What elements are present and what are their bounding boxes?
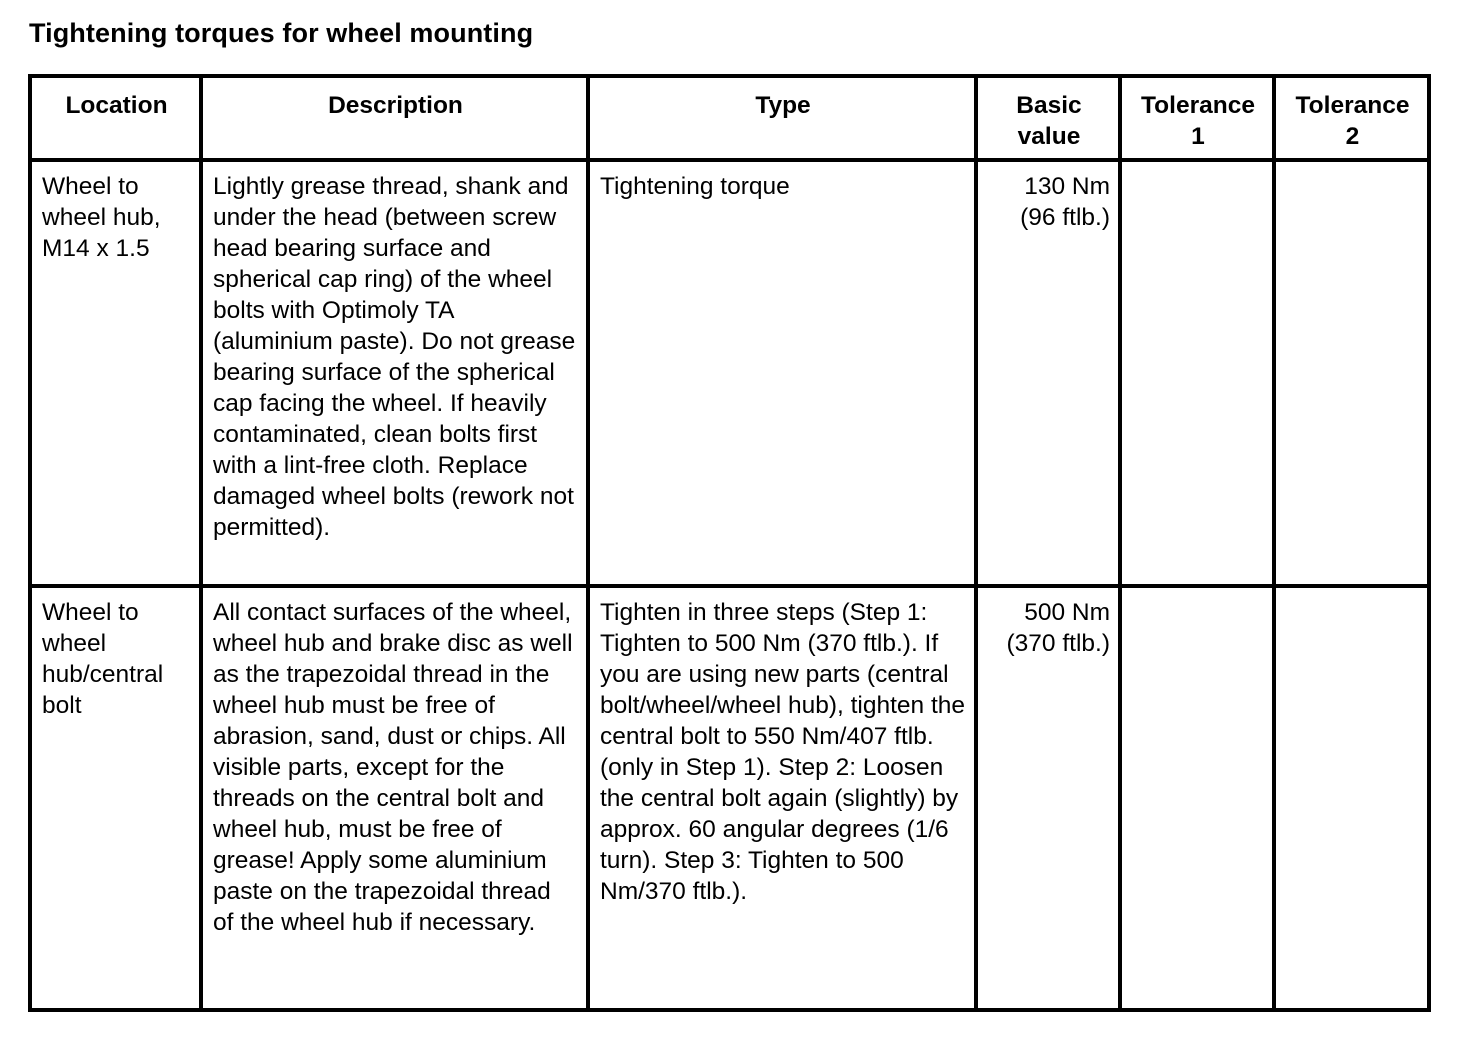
cell-tolerance-1 xyxy=(1120,586,1274,1010)
cell-tolerance-2 xyxy=(1274,586,1429,1010)
cell-basic-value: 130 Nm (96 ftlb.) xyxy=(976,160,1120,586)
cell-location: Wheel to wheel hub/central bolt xyxy=(30,586,201,1010)
column-header-basic-value: Basic value xyxy=(976,76,1120,160)
cell-basic-value: 500 Nm (370 ftlb.) xyxy=(976,586,1120,1010)
cell-location: Wheel to wheel hub, M14 x 1.5 xyxy=(30,160,201,586)
column-header-location: Location xyxy=(30,76,201,160)
cell-type: Tightening torque xyxy=(588,160,976,586)
column-header-description: Description xyxy=(201,76,588,160)
cell-type: Tighten in three steps (Step 1: Tighten to 500 Nm (370 ftlb.). If you are using new parts (central bolt/wheel/wheel hub), tighten the central bolt to 550 Nm/407 ftlb. (only in Step 1). Step 2: Loosen the central bolt again (slightly) by approx. 60 angular degrees (1/6 turn). Step 3: Tighten to 500 Nm/370 ftlb.). xyxy=(588,586,976,1010)
column-header-type: Type xyxy=(588,76,976,160)
cell-description: All contact surfaces of the wheel, wheel hub and brake disc as well as the trapezoidal thread in the wheel hub must be free of abrasion, sand, dust or chips. All visible parts, except for the threads on the central bolt and wheel hub, must be free of grease! Apply some aluminium paste on the trapezoidal thread of the wheel hub if necessary. xyxy=(201,586,588,1010)
document-title: Tightening torques for wheel mounting xyxy=(29,18,534,48)
table-header-row xyxy=(30,76,1429,160)
column-header-tolerance-1: Tolerance 1 xyxy=(1120,76,1274,160)
cell-tolerance-1 xyxy=(1120,160,1274,586)
cell-tolerance-2 xyxy=(1274,160,1429,586)
table-row xyxy=(30,586,1429,1010)
table-row xyxy=(30,160,1429,586)
cell-description: Lightly grease thread, shank and under the head (between screw head bearing surface and spherical cap ring) of the wheel bolts with Optimoly TA (aluminium paste). Do not grease bearing surface of the spherical cap facing the wheel. If heavily contaminated, clean bolts first with a lint-free cloth. Replace damaged wheel bolts (rework not permitted). xyxy=(201,160,588,586)
column-header-tolerance-2: Tolerance 2 xyxy=(1274,76,1429,160)
torque-table xyxy=(28,74,1431,1012)
